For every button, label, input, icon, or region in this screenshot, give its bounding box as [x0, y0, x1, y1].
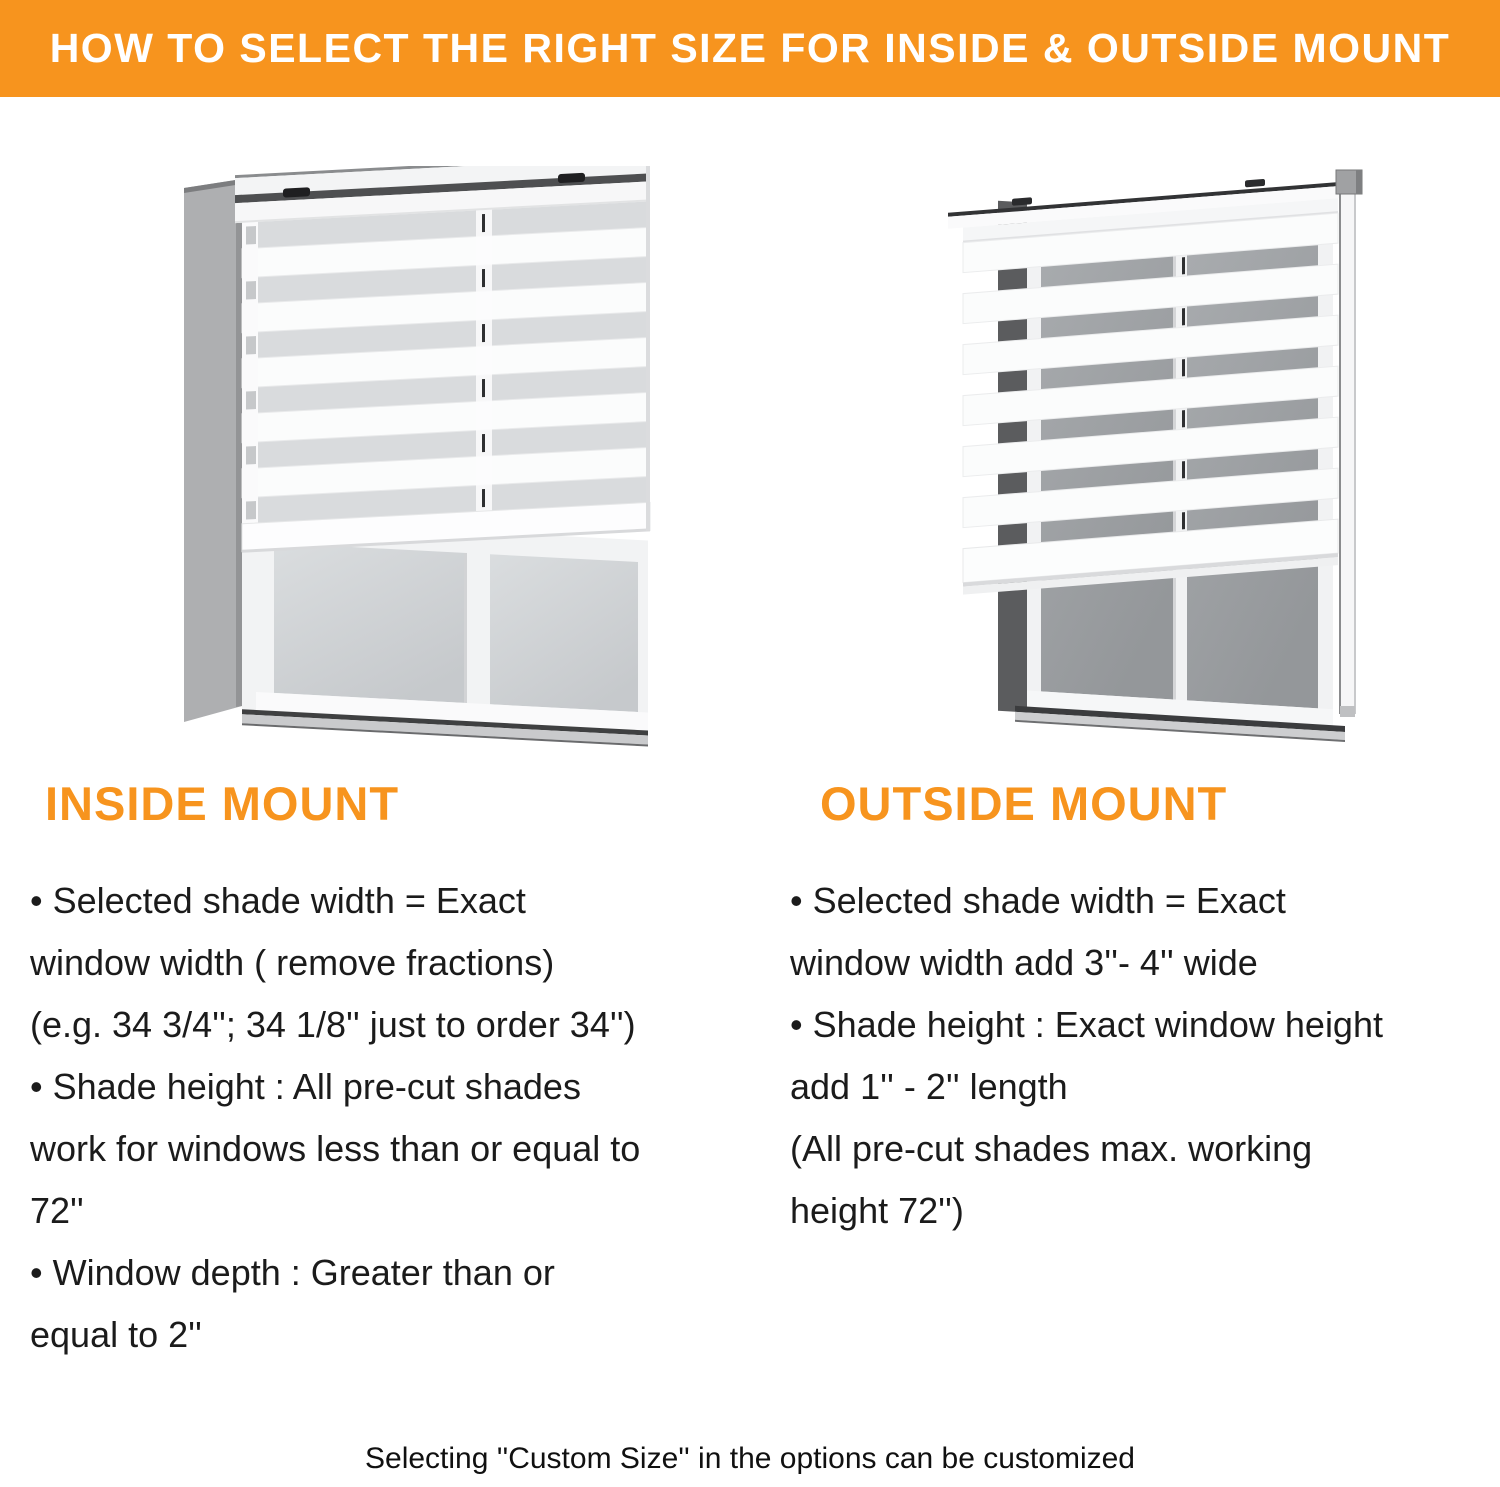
instruction-line: height 72''): [790, 1190, 964, 1231]
instruction-line: • Window depth : Greater than or: [30, 1252, 555, 1293]
instruction-line: work for windows less than or equal to: [30, 1128, 641, 1169]
inside-mount-instructions: [30, 870, 760, 1366]
instruction-line: (All pre-cut shades max. working: [790, 1128, 1313, 1169]
mount-bracket-icon: [1012, 197, 1032, 206]
inside-mount-heading: INSIDE MOUNT: [45, 777, 400, 830]
instruction-line: window width ( remove fractions): [30, 942, 555, 983]
mount-bracket-icon: [283, 187, 310, 197]
instruction-line: window width add 3''- 4'' wide: [790, 942, 1258, 983]
zebra-shade: [235, 166, 650, 553]
instruction-line: • Shade height : Exact window height: [790, 1004, 1383, 1045]
page-title: HOW TO SELECT THE RIGHT SIZE FOR INSIDE & OUTSIDE MOUNT: [49, 25, 1451, 71]
mount-bracket-icon: [558, 173, 585, 183]
end-cap-block: [1336, 170, 1362, 194]
instruction-line: • Shade height : All pre-cut shades: [30, 1066, 581, 1107]
instruction-line: • Selected shade width = Exact: [790, 880, 1286, 921]
custom-size-note: Selecting ''Custom Size'' in the options can be customized: [365, 1442, 1135, 1475]
side-rail: [1339, 190, 1356, 717]
inside-mount-illustration: [180, 166, 665, 761]
instruction-line: • Selected shade width = Exact: [30, 880, 526, 921]
window-glass-and-frame: [242, 519, 648, 746]
instruction-line: equal to 2'': [30, 1314, 202, 1355]
outside-mount-heading: OUTSIDE MOUNT: [820, 777, 1228, 830]
instruction-line: (e.g. 34 3/4''; 34 1/8'' just to order 34''): [30, 1004, 636, 1045]
instruction-line: 72'': [30, 1190, 84, 1231]
mount-bracket-icon: [1245, 179, 1265, 188]
window-frame-left-jamb: [184, 179, 242, 722]
outside-mount-window-graphic: [920, 156, 1420, 781]
outside-mount-illustration: [920, 156, 1420, 781]
header-banner: [0, 0, 1500, 97]
inside-mount-window-graphic: [180, 166, 665, 761]
instruction-line: add 1'' - 2'' length: [790, 1066, 1068, 1107]
outside-mount-instructions: [790, 870, 1500, 1242]
